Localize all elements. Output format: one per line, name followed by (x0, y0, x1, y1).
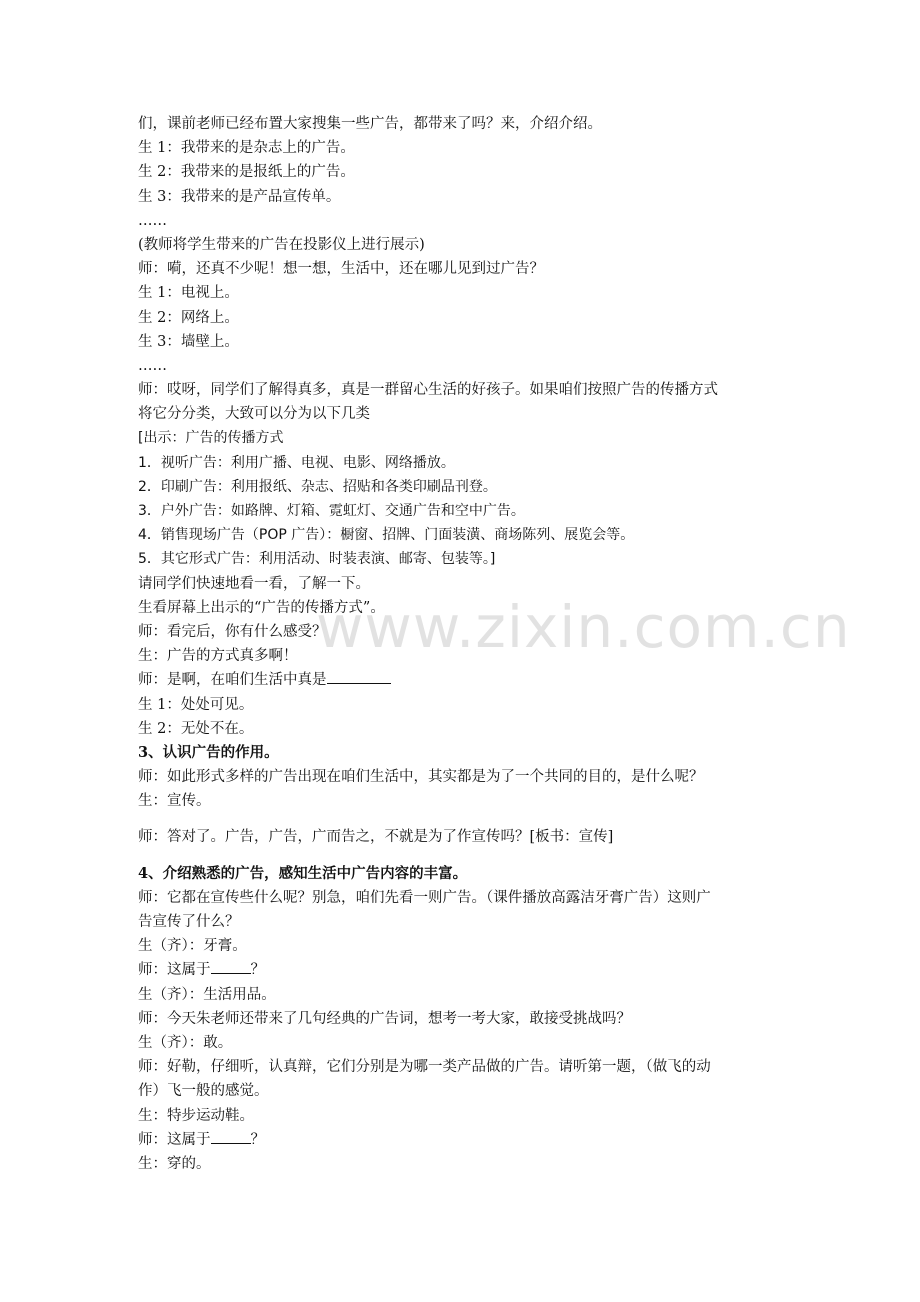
text-line: 生：广告的方式真多啊！ (138, 648, 298, 665)
text-line-with-blank (138, 1128, 788, 1152)
text-line: 生 3：我带来的是产品宣传单。 (138, 188, 341, 205)
text-line: 生 2：无处不在。 (138, 720, 254, 737)
text-line: 师：是啊，在咱们生活中真是 (138, 672, 327, 689)
text-line: 师：如此形式多样的广告出现在咱们生活中，其实都是为了一个共同的目的，是什么呢？ (138, 769, 704, 786)
text-line: (教师将学生带来的广告在投影仪上进行展示) (138, 236, 425, 253)
list-item: 5．其它形式广告：利用活动、时装表演、邮寄、包装等。] (138, 551, 496, 568)
list-heading: [出示：广告的传播方式 (138, 430, 284, 447)
text-line: 师：看完后，你有什么感受？ (138, 623, 327, 640)
text-line: 生：特步运动鞋。 (138, 1107, 254, 1124)
list-item: 3．户外广告：如路牌、灯箱、霓虹灯、交通广告和空中广告。 (138, 503, 525, 519)
paragraph-gap (138, 850, 788, 862)
text-line: 请同学们快速地看一看，了解一下。 (138, 575, 370, 592)
text-line: 师：哎呀，同学们了解得真多，真是一群留心生活的好孩子。如果咱们按照广告的传播方式 (138, 382, 718, 399)
paragraph-gap (138, 813, 788, 825)
text-line: 生看屏幕上出示的“广告的传播方式”。 (138, 599, 385, 616)
question-mark: ？ (250, 962, 265, 979)
text-line: 生 1：我带来的是杂志上的广告。 (138, 140, 355, 157)
text-line: 生 1：处处可见。 (138, 696, 254, 713)
list-item: 2．印刷广告：利用报纸、杂志、招贴和各类印刷品刊登。 (138, 478, 497, 495)
text-line: 生（齐）：生活用品。 (138, 986, 276, 1003)
question-mark: ？ (250, 1131, 265, 1148)
text-line: 生：穿的。 (138, 1155, 211, 1172)
text-line: 生：宣传。 (138, 793, 211, 810)
text-line: 师：今天朱老师还带来了几句经典的广告词，想考一考大家，敢接受挑战吗？ (138, 1010, 631, 1027)
text-line: 师：这属于 (138, 1131, 211, 1148)
text-line: 们，课前老师已经布置大家搜集一些广告，都带来了吗？来，介绍介绍。 (138, 116, 602, 132)
ellipsis-line: …… (138, 212, 167, 229)
section-heading: 3、认识广告的作用。 (138, 743, 279, 761)
text-line: 生 2：我带来的是报纸上的广告。 (138, 164, 355, 181)
text-line: 师：它都在宣传些什么呢？别急，咱们先看一则广告。（课件播放高露洁牙膏广告）这则广 (138, 889, 711, 906)
text-line: 师：好勒，仔细听，认真辩，它们分别是为哪一类产品做的广告。请听第一题，（做飞的动 (138, 1059, 711, 1076)
text-line: 将它分分类，大致可以分为以下几类 (138, 406, 370, 423)
text-line: 作）飞一般的感觉。 (138, 1083, 269, 1100)
section-heading: 4、介绍熟悉的广告，感知生活中广告内容的丰富。 (138, 864, 468, 882)
text-line-with-blank (138, 958, 788, 982)
watermark: www.zixin.com.cn (316, 593, 851, 661)
list-item: 4．销售现场广告（POP 广告）：橱窗、招牌、门面装潢、商场陈列、展览会等。 (138, 527, 635, 544)
text-line: 生 1：电视上。 (138, 285, 239, 302)
fill-in-blank (211, 959, 251, 974)
list-item: 1．视听广告：利用广播、电视、电影、网络播放。 (138, 454, 455, 471)
text-line: 生（齐）：牙膏。 (138, 938, 247, 955)
text-line: 生 3：墙壁上。 (138, 333, 239, 350)
text-line: 师：答对了。广告，广告，广而告之，不就是为了作宣传吗？[板书：宣传] (138, 829, 614, 846)
text-line: 师：嗬，还真不少呢！想一想，生活中，还在哪儿见到过广告？ (138, 261, 544, 278)
text-line: 告宣传了什么？ (138, 914, 240, 930)
text-line: 生 2：网络上。 (138, 309, 239, 326)
text-line: 师：这属于 (138, 962, 211, 979)
text-line: 生（齐）：敢。 (138, 1034, 233, 1051)
document-body (138, 112, 788, 1176)
fill-in-blank (211, 1129, 251, 1144)
fill-in-blank (327, 669, 391, 684)
ellipsis-line: …… (138, 357, 167, 374)
text-line-with-blank (138, 668, 788, 692)
